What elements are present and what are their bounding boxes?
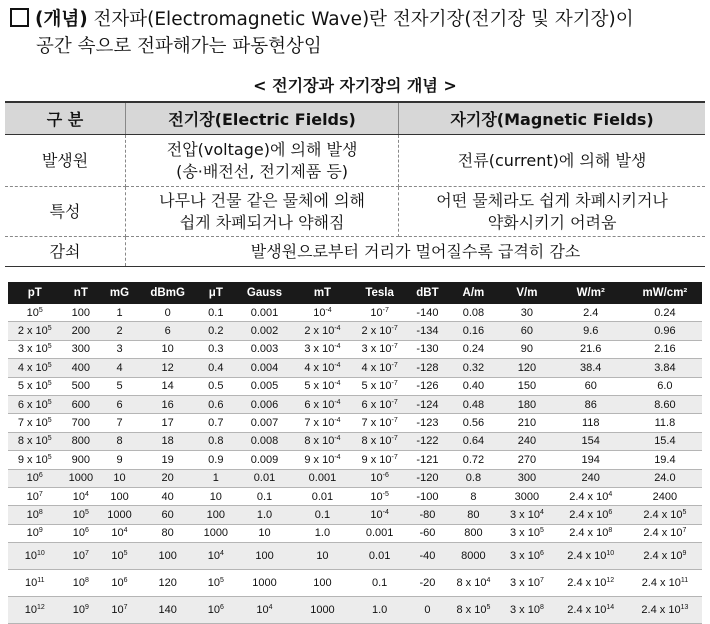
conversion-cell: 0 <box>408 597 446 624</box>
conversion-cell: 8000 <box>447 543 501 570</box>
conversion-cell: 80 <box>447 506 501 524</box>
conversion-cell: $10^{11}$ <box>8 570 62 597</box>
checkbox-icon <box>10 8 29 27</box>
concept-cell-magnetic <box>399 135 705 187</box>
conversion-cell: 0.7 <box>196 414 235 432</box>
conversion-cell: 5 <box>100 377 139 395</box>
conversion-cell: 60 <box>500 322 554 340</box>
conversion-cell: 80 <box>139 524 197 542</box>
conversion-cell: 0.16 <box>447 322 501 340</box>
conversion-cell: 0.007 <box>235 414 294 432</box>
conversion-cell: 40 <box>139 487 197 505</box>
conversion-cell: $10^{-4}$ <box>351 506 408 524</box>
conversion-cell: 120 <box>139 570 197 597</box>
conversion-cell: 800 <box>447 524 501 542</box>
conversion-cell: 2 x $10^{-4}$ <box>294 322 351 340</box>
concept-header-electric: 전기장(Electric Fields) <box>126 102 399 135</box>
conversion-cell: 9 x $10^{-7}$ <box>351 451 408 469</box>
concept-header-magnetic: 자기장(Magnetic Fields) <box>399 102 705 135</box>
conversion-cell: 1 <box>100 304 139 322</box>
conversion-cell: 4 x $10^{-4}$ <box>294 359 351 377</box>
conversion-row <box>8 487 702 505</box>
conversion-cell: 1000 <box>62 469 101 487</box>
conversion-row <box>8 570 702 597</box>
conversion-cell: 270 <box>500 451 554 469</box>
conversion-cell: 0.72 <box>447 451 501 469</box>
conversion-cell: 7 x $10^{-7}$ <box>351 414 408 432</box>
conversion-cell: -124 <box>408 395 446 413</box>
conversion-cell: 5 x $10^5$ <box>8 377 62 395</box>
conversion-cell: -126 <box>408 377 446 395</box>
conversion-header-cell: Tesla <box>351 282 408 304</box>
conversion-cell: 0.01 <box>351 543 408 570</box>
conversion-cell: 100 <box>139 543 197 570</box>
conversion-cell: 200 <box>62 322 101 340</box>
cell-line: 어떤 물체라도 쉽게 차폐시키거나 <box>436 190 668 210</box>
conversion-cell: $10^6$ <box>100 570 139 597</box>
conversion-cell: $10^5$ <box>196 570 235 597</box>
conversion-cell: 100 <box>62 304 101 322</box>
conversion-cell: 0.32 <box>447 359 501 377</box>
conversion-cell: 5 x $10^{-4}$ <box>294 377 351 395</box>
conversion-cell: $10^7$ <box>8 487 62 505</box>
conversion-cell: 16 <box>139 395 197 413</box>
conversion-cell: 100 <box>294 570 351 597</box>
conversion-cell: 6 <box>139 322 197 340</box>
conversion-cell: $10^{-7}$ <box>351 304 408 322</box>
conversion-row <box>8 597 702 624</box>
conversion-cell: 1 <box>196 469 235 487</box>
conversion-cell: 3 x $10^6$ <box>500 543 554 570</box>
conversion-row <box>8 322 702 340</box>
conversion-cell: 0 <box>139 304 197 322</box>
conversion-cell: 18 <box>139 432 197 450</box>
conversion-cell: 60 <box>139 506 197 524</box>
conversion-cell: 3 x $10^{-4}$ <box>294 340 351 358</box>
conversion-cell: 0.24 <box>447 340 501 358</box>
intro-paragraph <box>10 6 700 60</box>
conversion-cell: 0.96 <box>628 322 702 340</box>
conversion-cell: 2.4 <box>554 304 628 322</box>
conversion-cell: 1.0 <box>235 506 294 524</box>
cell-line: 전압(voltage)에 의해 발생 <box>166 139 358 159</box>
cell-line: 전류(current)에 의해 발생 <box>457 150 647 170</box>
conversion-cell: 0.008 <box>235 432 294 450</box>
conversion-header-cell: mG <box>100 282 139 304</box>
conversion-cell: 6 x $10^{-7}$ <box>351 395 408 413</box>
concept-cell-both: 발생원으로부터 거리가 멀어질수록 급격히 감소 <box>126 237 706 267</box>
conversion-cell: 154 <box>554 432 628 450</box>
conversion-row <box>8 506 702 524</box>
conversion-cell: 2.4 x $10^{10}$ <box>554 543 628 570</box>
unit-conversion-table <box>8 282 702 624</box>
conversion-cell: 7 x $10^5$ <box>8 414 62 432</box>
conversion-header-cell: mW/cm² <box>628 282 702 304</box>
conversion-cell: 700 <box>62 414 101 432</box>
conversion-cell: 140 <box>139 597 197 624</box>
conversion-cell: 8 x $10^{-7}$ <box>351 432 408 450</box>
conversion-cell: 2.4 x $10^{11}$ <box>628 570 702 597</box>
conversion-row <box>8 395 702 413</box>
conversion-cell: 0.1 <box>196 304 235 322</box>
concept-row-property <box>5 187 705 237</box>
conversion-cell: 12 <box>139 359 197 377</box>
concept-row-label: 발생원 <box>5 135 126 187</box>
conversion-cell: -123 <box>408 414 446 432</box>
conversion-cell: 0.1 <box>351 570 408 597</box>
conversion-cell: 600 <box>62 395 101 413</box>
conversion-cell: 0.005 <box>235 377 294 395</box>
conversion-cell: $10^9$ <box>62 597 101 624</box>
cell-line: 약화시키기 어려움 <box>487 212 617 232</box>
conversion-cell: 8 <box>447 487 501 505</box>
conversion-cell: 0.01 <box>294 487 351 505</box>
concept-cell-magnetic <box>399 187 705 237</box>
conversion-cell: 900 <box>62 451 101 469</box>
conversion-cell: 2 <box>100 322 139 340</box>
conversion-cell: 194 <box>554 451 628 469</box>
conversion-cell: 3.84 <box>628 359 702 377</box>
conversion-cell: -130 <box>408 340 446 358</box>
conversion-cell: 300 <box>62 340 101 358</box>
conversion-header-cell: dBmG <box>139 282 197 304</box>
conversion-cell: 240 <box>554 469 628 487</box>
conversion-cell: 2.4 x $10^7$ <box>628 524 702 542</box>
conversion-row <box>8 377 702 395</box>
conversion-cell: 19.4 <box>628 451 702 469</box>
conversion-cell: 21.6 <box>554 340 628 358</box>
conversion-cell: 8.60 <box>628 395 702 413</box>
conversion-cell: $10^6$ <box>8 469 62 487</box>
conversion-cell: 8 x $10^5$ <box>447 597 501 624</box>
cell-line: 나무나 건물 같은 물체에 의해 <box>159 190 365 210</box>
conversion-cell: $10^8$ <box>62 570 101 597</box>
conversion-cell: $10^5$ <box>62 506 101 524</box>
conversion-row <box>8 451 702 469</box>
conversion-header-row <box>8 282 702 304</box>
conversion-cell: $10^9$ <box>8 524 62 542</box>
cell-line: (송·배전선, 전기제품 등) <box>176 161 349 181</box>
intro-line-2: 공간 속으로 전파해가는 파동현상임 <box>36 36 322 57</box>
conversion-cell: 3 x $10^4$ <box>500 506 554 524</box>
conversion-row <box>8 543 702 570</box>
conversion-row <box>8 304 702 322</box>
conversion-cell: -120 <box>408 469 446 487</box>
concept-row-label: 특성 <box>5 187 126 237</box>
conversion-cell: 0.08 <box>447 304 501 322</box>
conversion-cell: 8 x $10^4$ <box>447 570 501 597</box>
conversion-cell: $10^{-5}$ <box>351 487 408 505</box>
conversion-cell: -121 <box>408 451 446 469</box>
conversion-header-cell: mT <box>294 282 351 304</box>
conversion-cell: -100 <box>408 487 446 505</box>
conversion-cell: 9 <box>100 451 139 469</box>
conversion-cell: -40 <box>408 543 446 570</box>
conversion-cell: 180 <box>500 395 554 413</box>
conversion-cell: 0.6 <box>196 395 235 413</box>
conversion-cell: 4 <box>100 359 139 377</box>
conversion-cell: 10 <box>294 543 351 570</box>
conversion-cell: 500 <box>62 377 101 395</box>
conversion-cell: $10^4$ <box>100 524 139 542</box>
conversion-cell: 0.2 <box>196 322 235 340</box>
conversion-cell: 2.4 x $10^{14}$ <box>554 597 628 624</box>
conversion-cell: 0.001 <box>235 304 294 322</box>
conversion-cell: 7 <box>100 414 139 432</box>
conversion-cell: 2.4 x $10^{12}$ <box>554 570 628 597</box>
conversion-cell: 120 <box>500 359 554 377</box>
conversion-cell: 1.0 <box>294 524 351 542</box>
conversion-cell: 2.4 x $10^8$ <box>554 524 628 542</box>
conversion-cell: -128 <box>408 359 446 377</box>
conversion-cell: 1.0 <box>351 597 408 624</box>
conversion-cell: 6 x $10^5$ <box>8 395 62 413</box>
conversion-cell: 0.1 <box>294 506 351 524</box>
conversion-cell: 4 x $10^{-7}$ <box>351 359 408 377</box>
conversion-cell: 0.1 <box>235 487 294 505</box>
conversion-cell: 24.0 <box>628 469 702 487</box>
conversion-cell: -140 <box>408 304 446 322</box>
conversion-header-cell: V/m <box>500 282 554 304</box>
conversion-cell: 100 <box>235 543 294 570</box>
conversion-cell: 0.48 <box>447 395 501 413</box>
conversion-cell: 100 <box>100 487 139 505</box>
conversion-cell: 2.4 x $10^4$ <box>554 487 628 505</box>
conversion-cell: 3 x $10^7$ <box>500 570 554 597</box>
conversion-cell: -122 <box>408 432 446 450</box>
conversion-cell: 9.6 <box>554 322 628 340</box>
conversion-cell: 400 <box>62 359 101 377</box>
concept-row-source <box>5 135 705 187</box>
concept-cell-electric <box>126 135 399 187</box>
conversion-cell: 8 x $10^5$ <box>8 432 62 450</box>
conversion-cell: 0.006 <box>235 395 294 413</box>
conversion-cell: 150 <box>500 377 554 395</box>
conversion-cell: $10^4$ <box>62 487 101 505</box>
conversion-cell: 3000 <box>500 487 554 505</box>
conversion-cell: 15.4 <box>628 432 702 450</box>
conversion-header-cell: dBT <box>408 282 446 304</box>
conversion-cell: 240 <box>500 432 554 450</box>
concept-row-attenuation <box>5 237 705 267</box>
conversion-cell: 2.4 x $10^6$ <box>554 506 628 524</box>
conversion-row <box>8 414 702 432</box>
conversion-cell: 0.4 <box>196 359 235 377</box>
conversion-cell: 0.8 <box>196 432 235 450</box>
conversion-cell: 0.40 <box>447 377 501 395</box>
conversion-cell: 7 x $10^{-4}$ <box>294 414 351 432</box>
conversion-cell: 3 x $10^5$ <box>500 524 554 542</box>
conversion-cell: 800 <box>62 432 101 450</box>
conversion-cell: 0.24 <box>628 304 702 322</box>
conversion-cell: 2400 <box>628 487 702 505</box>
conversion-cell: 8 x $10^{-4}$ <box>294 432 351 450</box>
conversion-row <box>8 359 702 377</box>
conversion-cell: 10 <box>196 487 235 505</box>
conversion-cell: 3 <box>100 340 139 358</box>
conversion-cell: 0.9 <box>196 451 235 469</box>
conversion-cell: 0.004 <box>235 359 294 377</box>
conversion-cell: 0.002 <box>235 322 294 340</box>
conversion-header-cell: nT <box>62 282 101 304</box>
conversion-cell: 3 x $10^5$ <box>8 340 62 358</box>
conversion-cell: 0.8 <box>447 469 501 487</box>
conversion-cell: 9 x $10^{-4}$ <box>294 451 351 469</box>
conversion-cell: 2 x $10^5$ <box>8 322 62 340</box>
concept-header-row <box>5 102 705 135</box>
conversion-cell: 100 <box>196 506 235 524</box>
conversion-cell: 4 x $10^5$ <box>8 359 62 377</box>
conversion-cell: 8 <box>100 432 139 450</box>
conversion-cell: $10^7$ <box>62 543 101 570</box>
intro-line-1 <box>10 6 700 33</box>
concept-header-category: 구 분 <box>5 102 126 135</box>
concept-table-title: < 전기장과 자기장의 개념 > <box>253 76 457 95</box>
conversion-cell: -80 <box>408 506 446 524</box>
conversion-cell: 2.4 x $10^5$ <box>628 506 702 524</box>
conversion-row <box>8 524 702 542</box>
conversion-cell: 38.4 <box>554 359 628 377</box>
conversion-cell: 90 <box>500 340 554 358</box>
conversion-cell: 118 <box>554 414 628 432</box>
conversion-cell: 2.4 x $10^9$ <box>628 543 702 570</box>
conversion-header-cell: W/m² <box>554 282 628 304</box>
conversion-cell: 20 <box>139 469 197 487</box>
conversion-cell: 9 x $10^5$ <box>8 451 62 469</box>
conversion-cell: 5 x $10^{-7}$ <box>351 377 408 395</box>
concept-cell-electric <box>126 187 399 237</box>
conversion-cell: -60 <box>408 524 446 542</box>
conversion-cell: 0.64 <box>447 432 501 450</box>
conversion-cell: $10^4$ <box>196 543 235 570</box>
conversion-cell: 30 <box>500 304 554 322</box>
conversion-cell: 3 x $10^{-7}$ <box>351 340 408 358</box>
conversion-cell: $10^6$ <box>196 597 235 624</box>
conversion-cell: 10 <box>139 340 197 358</box>
conversion-cell: 10 <box>235 524 294 542</box>
conversion-cell: $10^4$ <box>235 597 294 624</box>
conversion-header-cell: pT <box>8 282 62 304</box>
conversion-cell: 6 x $10^{-4}$ <box>294 395 351 413</box>
concept-table <box>5 101 705 267</box>
conversion-header-cell: A/m <box>447 282 501 304</box>
conversion-cell: -134 <box>408 322 446 340</box>
conversion-cell: 1000 <box>235 570 294 597</box>
conversion-cell: 11.8 <box>628 414 702 432</box>
conversion-cell: 6.0 <box>628 377 702 395</box>
conversion-cell: 0.01 <box>235 469 294 487</box>
conversion-cell: 1000 <box>294 597 351 624</box>
conversion-cell: $10^6$ <box>62 524 101 542</box>
conversion-cell: 2.16 <box>628 340 702 358</box>
cell-line: 쉽게 차폐되거나 약해짐 <box>179 212 345 232</box>
conversion-cell: $10^5$ <box>8 304 62 322</box>
conversion-cell: 1000 <box>196 524 235 542</box>
conversion-cell: 300 <box>500 469 554 487</box>
conversion-cell: 19 <box>139 451 197 469</box>
conversion-cell: 0.5 <box>196 377 235 395</box>
conversion-header-cell: Gauss <box>235 282 294 304</box>
conversion-cell: 86 <box>554 395 628 413</box>
conversion-cell: $10^{12}$ <box>8 597 62 624</box>
conversion-cell: 17 <box>139 414 197 432</box>
conversion-cell: $10^{-4}$ <box>294 304 351 322</box>
conversion-cell: 6 <box>100 395 139 413</box>
conversion-cell: -20 <box>408 570 446 597</box>
conversion-cell: 0.003 <box>235 340 294 358</box>
conversion-cell: $10^5$ <box>100 543 139 570</box>
conversion-cell: $10^8$ <box>8 506 62 524</box>
conversion-cell: 0.001 <box>294 469 351 487</box>
conversion-cell: $10^{10}$ <box>8 543 62 570</box>
conversion-row <box>8 340 702 358</box>
intro-line-1-text: 전자파(Electromagnetic Wave)란 전자기장(전기장 및 자기장)이 <box>87 9 634 30</box>
conversion-cell: 2 x $10^{-7}$ <box>351 322 408 340</box>
conversion-row <box>8 432 702 450</box>
conversion-cell: $10^{-6}$ <box>351 469 408 487</box>
conversion-row <box>8 469 702 487</box>
conversion-cell: 0.009 <box>235 451 294 469</box>
conversion-cell: 0.001 <box>351 524 408 542</box>
conversion-cell: 210 <box>500 414 554 432</box>
conversion-cell: $10^7$ <box>100 597 139 624</box>
conversion-cell: 10 <box>100 469 139 487</box>
conversion-cell: 3 x $10^8$ <box>500 597 554 624</box>
conversion-cell: 1000 <box>100 506 139 524</box>
intro-heading: (개념) <box>35 9 88 30</box>
conversion-header-cell: μT <box>196 282 235 304</box>
conversion-cell: 14 <box>139 377 197 395</box>
conversion-cell: 0.3 <box>196 340 235 358</box>
conversion-cell: 60 <box>554 377 628 395</box>
conversion-cell: 0.56 <box>447 414 501 432</box>
conversion-cell: 2.4 x $10^{13}$ <box>628 597 702 624</box>
concept-row-label: 감쇠 <box>5 237 126 267</box>
